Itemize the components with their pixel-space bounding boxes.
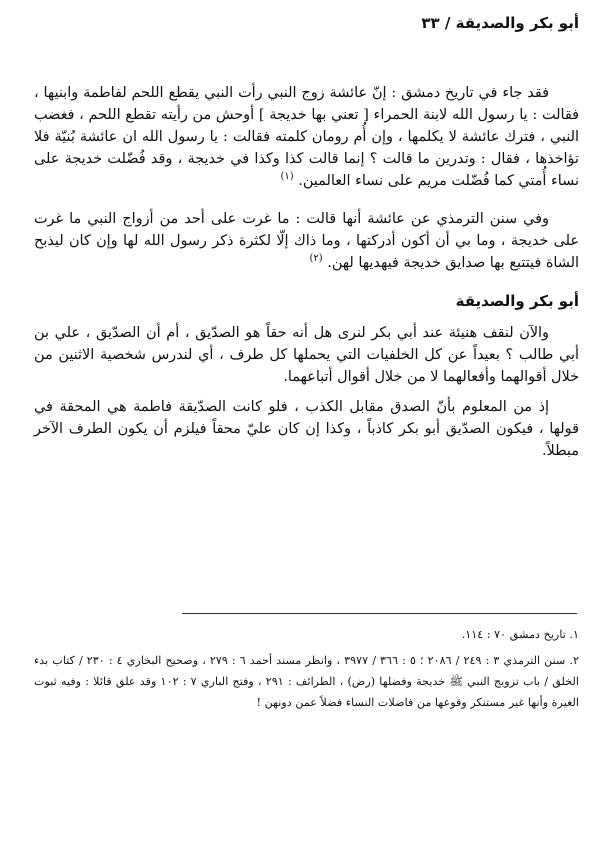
running-header: أبو بكر والصديقة / ٣٣	[421, 14, 579, 32]
paragraph-tarikh-dimashq	[34, 82, 579, 192]
section-heading: أبو بكر والصديقة	[455, 292, 579, 310]
paragraph-intro-siddiq: والآن لنقف هنيئة عند أبي بكر لنرى هل أنه حقاً هو الصدّيق ، أم أن الصدّيق ، علي بن أبي طالب ؟ بعيداً عن كل الخلفيات التي يحملها كل طرف ، أي لندرس شخصية الاثنين من خلال أقوالهما وأفعالهما لا من خلال أقوال أتباعهما.	[34, 325, 579, 385]
footnote-2: ٢. سنن الترمذي ٣ : ٢٤٩ / ٢٠٨٦ ؛ ٥ : ٣٦٦ / ٣٩٧٧ ، وانظر مسند أحمد ٦ : ٢٧٩ ، وصحيح البخاري ٤ : ٢٣٠ / كتاب بدء الخلق / باب تزويج النبي ﷺ خديجة وفضلها (رض) ، الطرائف : ٢٩١ ، وفتح الباري ٧ : ١٠٢ وقد علق قائلا : وفيه ثبوت الغيرة وأنها غير مستنكر وقوعها من فاضلات النساء فضلاً عمن دونهن !	[34, 654, 580, 709]
footnotes	[34, 624, 579, 718]
footnote-marker-2: (٢)	[309, 253, 323, 265]
footnote-divider	[182, 613, 577, 614]
paragraph-sunan-tirmidhi	[34, 208, 579, 274]
paragraph-truth-falsehood: إذ من المعلوم بأنّ الصدق مقابل الكذب ، فلو كانت الصدّيقة فاطمة هي المحقة في قولها ، فيكون الصدّيق أبو بكر كاذباً ، وكذا إن كان عليّ محقاً فيلزم أن يكون الطرف الآخر مبطلاً.	[34, 399, 579, 459]
paragraph-text: فقد جاء في تاريخ دمشق : إنّ عائشة زوج النبي رأت النبي يقطع اللحم لفاطمة وابنيها ، فقالت : يا رسول الله لابنة الحمراء [ تعني بها خديجة ] أوحش من رأيته تقطع اللحم ، فغضب النبي ، فترك عائشة لا يكلمها ، وإن أُم رومان كلمته فقالت : يا رسول الله ان عائشة بُنيّة فلا تؤاخذها ، فقال : وتدرين ما قالت ؟ إنما قالت كذا وكذا في خديجة ، وقد فُضّلت خديجة على نساء أُمتي كما فُضّلت مريم على نساء العالمين.	[34, 85, 579, 189]
paragraph-text: وفي سنن الترمذي عن عائشة أنها قالت : ما غرت على أحد من أزواج النبي ما غرت على خديجة ، وما بي أن أكون أدركتها ، وما ذاك إلّا لكثرة ذكر رسول الله لها وإن كان ليذبح الشاة فيتتبع بها صدايق خديجة فيهديها لهن.	[34, 211, 579, 271]
main-text	[34, 82, 579, 470]
footnote-1: ١. تاريخ دمشق ٧٠ : ١١٤.	[461, 628, 579, 641]
footnote-marker-1: (١)	[280, 171, 294, 183]
